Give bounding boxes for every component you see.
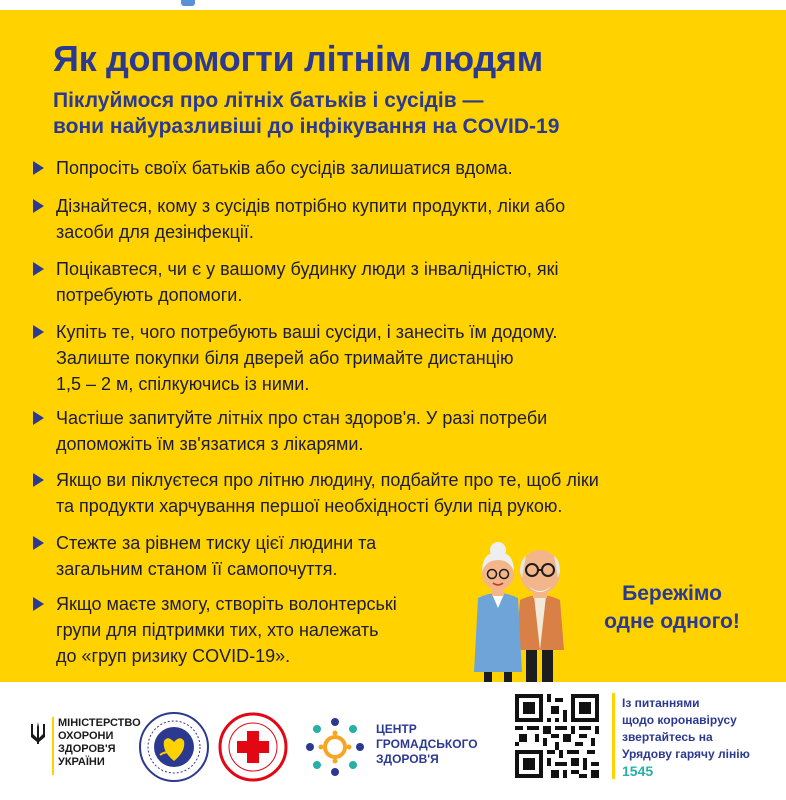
- hotline-line: щодо коронавірусу: [622, 713, 737, 727]
- trident-icon: [30, 721, 46, 745]
- slogan: [580, 580, 764, 636]
- tip-line: загальним станом її самопочуття.: [56, 559, 338, 579]
- bullet-triangle-icon: [33, 161, 44, 175]
- tip-line: Поцікавтеся, чи є у вашому будинку люди з інвалідністю, які: [56, 259, 559, 279]
- tip-line: Якщо ви піклуєтеся про літню людину, подбайте про те, щоб ліки: [56, 470, 599, 490]
- bullet-triangle-icon: [33, 473, 44, 487]
- public-health-logo-icon: [302, 714, 368, 780]
- tip-line: групи для підтримки тих, хто належать: [56, 620, 379, 640]
- phc-line: ЗДОРОВ'Я: [376, 752, 439, 766]
- hotline-number[interactable]: 1545: [622, 763, 654, 779]
- ministry-line: МІНІСТЕРСТВО: [58, 717, 141, 729]
- hotline-divider: [612, 693, 615, 779]
- tip-line: Стежте за рівнем тиску цієї людини та: [56, 533, 377, 553]
- bullet-triangle-icon: [33, 199, 44, 213]
- tip-line: Дізнайтеся, кому з сусідів потрібно купити продукти, ліки або: [56, 196, 566, 216]
- ministry-divider: [52, 717, 54, 775]
- tip-line: та продукти харчування першої необхідності були під рукою.: [56, 496, 563, 516]
- elderly-couple-illustration: [470, 538, 580, 682]
- tip-line: Попросіть своїх батьків або сусідів залишатися вдома.: [56, 158, 513, 178]
- tip-line: потребують допомоги.: [56, 285, 243, 305]
- page-subtitle: [53, 88, 559, 140]
- bullet-triangle-icon: [33, 411, 44, 425]
- tip-line: допоможіть їм зв'язатися з лікарями.: [56, 434, 364, 454]
- bullet-triangle-icon: [33, 536, 44, 550]
- slogan-line: Бережімо: [622, 582, 722, 605]
- hotline-info: [622, 695, 750, 780]
- tip-line: Якщо маєте змогу, створіть волонтерські: [56, 594, 397, 614]
- red-cross-icon: [218, 712, 288, 782]
- bullet-triangle-icon: [33, 597, 44, 611]
- phc-line: ГРОМАДСЬКОГО: [376, 737, 478, 751]
- tip-line: до «груп ризику COVID-19».: [56, 646, 291, 666]
- bullet-triangle-icon: [33, 262, 44, 276]
- subtitle-line: Піклуймося про літніх батьків і сусідів —: [53, 89, 484, 112]
- hotline-line: Урядову гарячу лінію: [622, 747, 750, 761]
- subtitle-line: вони найуразливіші до інфікування на COVID-19: [53, 115, 560, 138]
- ministry-line: УКРАЇНИ: [58, 756, 105, 768]
- public-health-center-name: [376, 722, 478, 767]
- hotline-line: Із питаннями: [622, 696, 700, 710]
- ministry-line: ОХОРОНИ: [58, 730, 114, 742]
- tip-line: Частіше запитуйте літніх про стан здоров'я. У разі потреби: [56, 408, 548, 428]
- qr-code-icon[interactable]: [515, 694, 599, 778]
- ministry-line: ЗДОРОВ'Я: [58, 743, 116, 755]
- hotline-line: звертайтесь на: [622, 730, 713, 744]
- tip-line: 1,5 – 2 м, спілкуючись із ними.: [56, 374, 310, 394]
- bullet-triangle-icon: [33, 325, 44, 339]
- tip-line: Купіть те, чого потребують ваші сусіди, і занесіть їм додому.: [56, 322, 558, 342]
- page-title: Як допомогти літнім людям: [53, 38, 543, 79]
- top-marker: [181, 0, 195, 6]
- phc-line: ЦЕНТР: [376, 722, 417, 736]
- ministry-logo: [30, 717, 141, 777]
- top-strip: [0, 0, 786, 10]
- tip-line: засоби для дезінфекції.: [56, 222, 254, 242]
- union-emblem-icon: [138, 711, 210, 783]
- slogan-line: одне одного!: [604, 610, 740, 633]
- tip-line: Залиште покупки біля дверей або тримайте дистанцію: [56, 348, 514, 368]
